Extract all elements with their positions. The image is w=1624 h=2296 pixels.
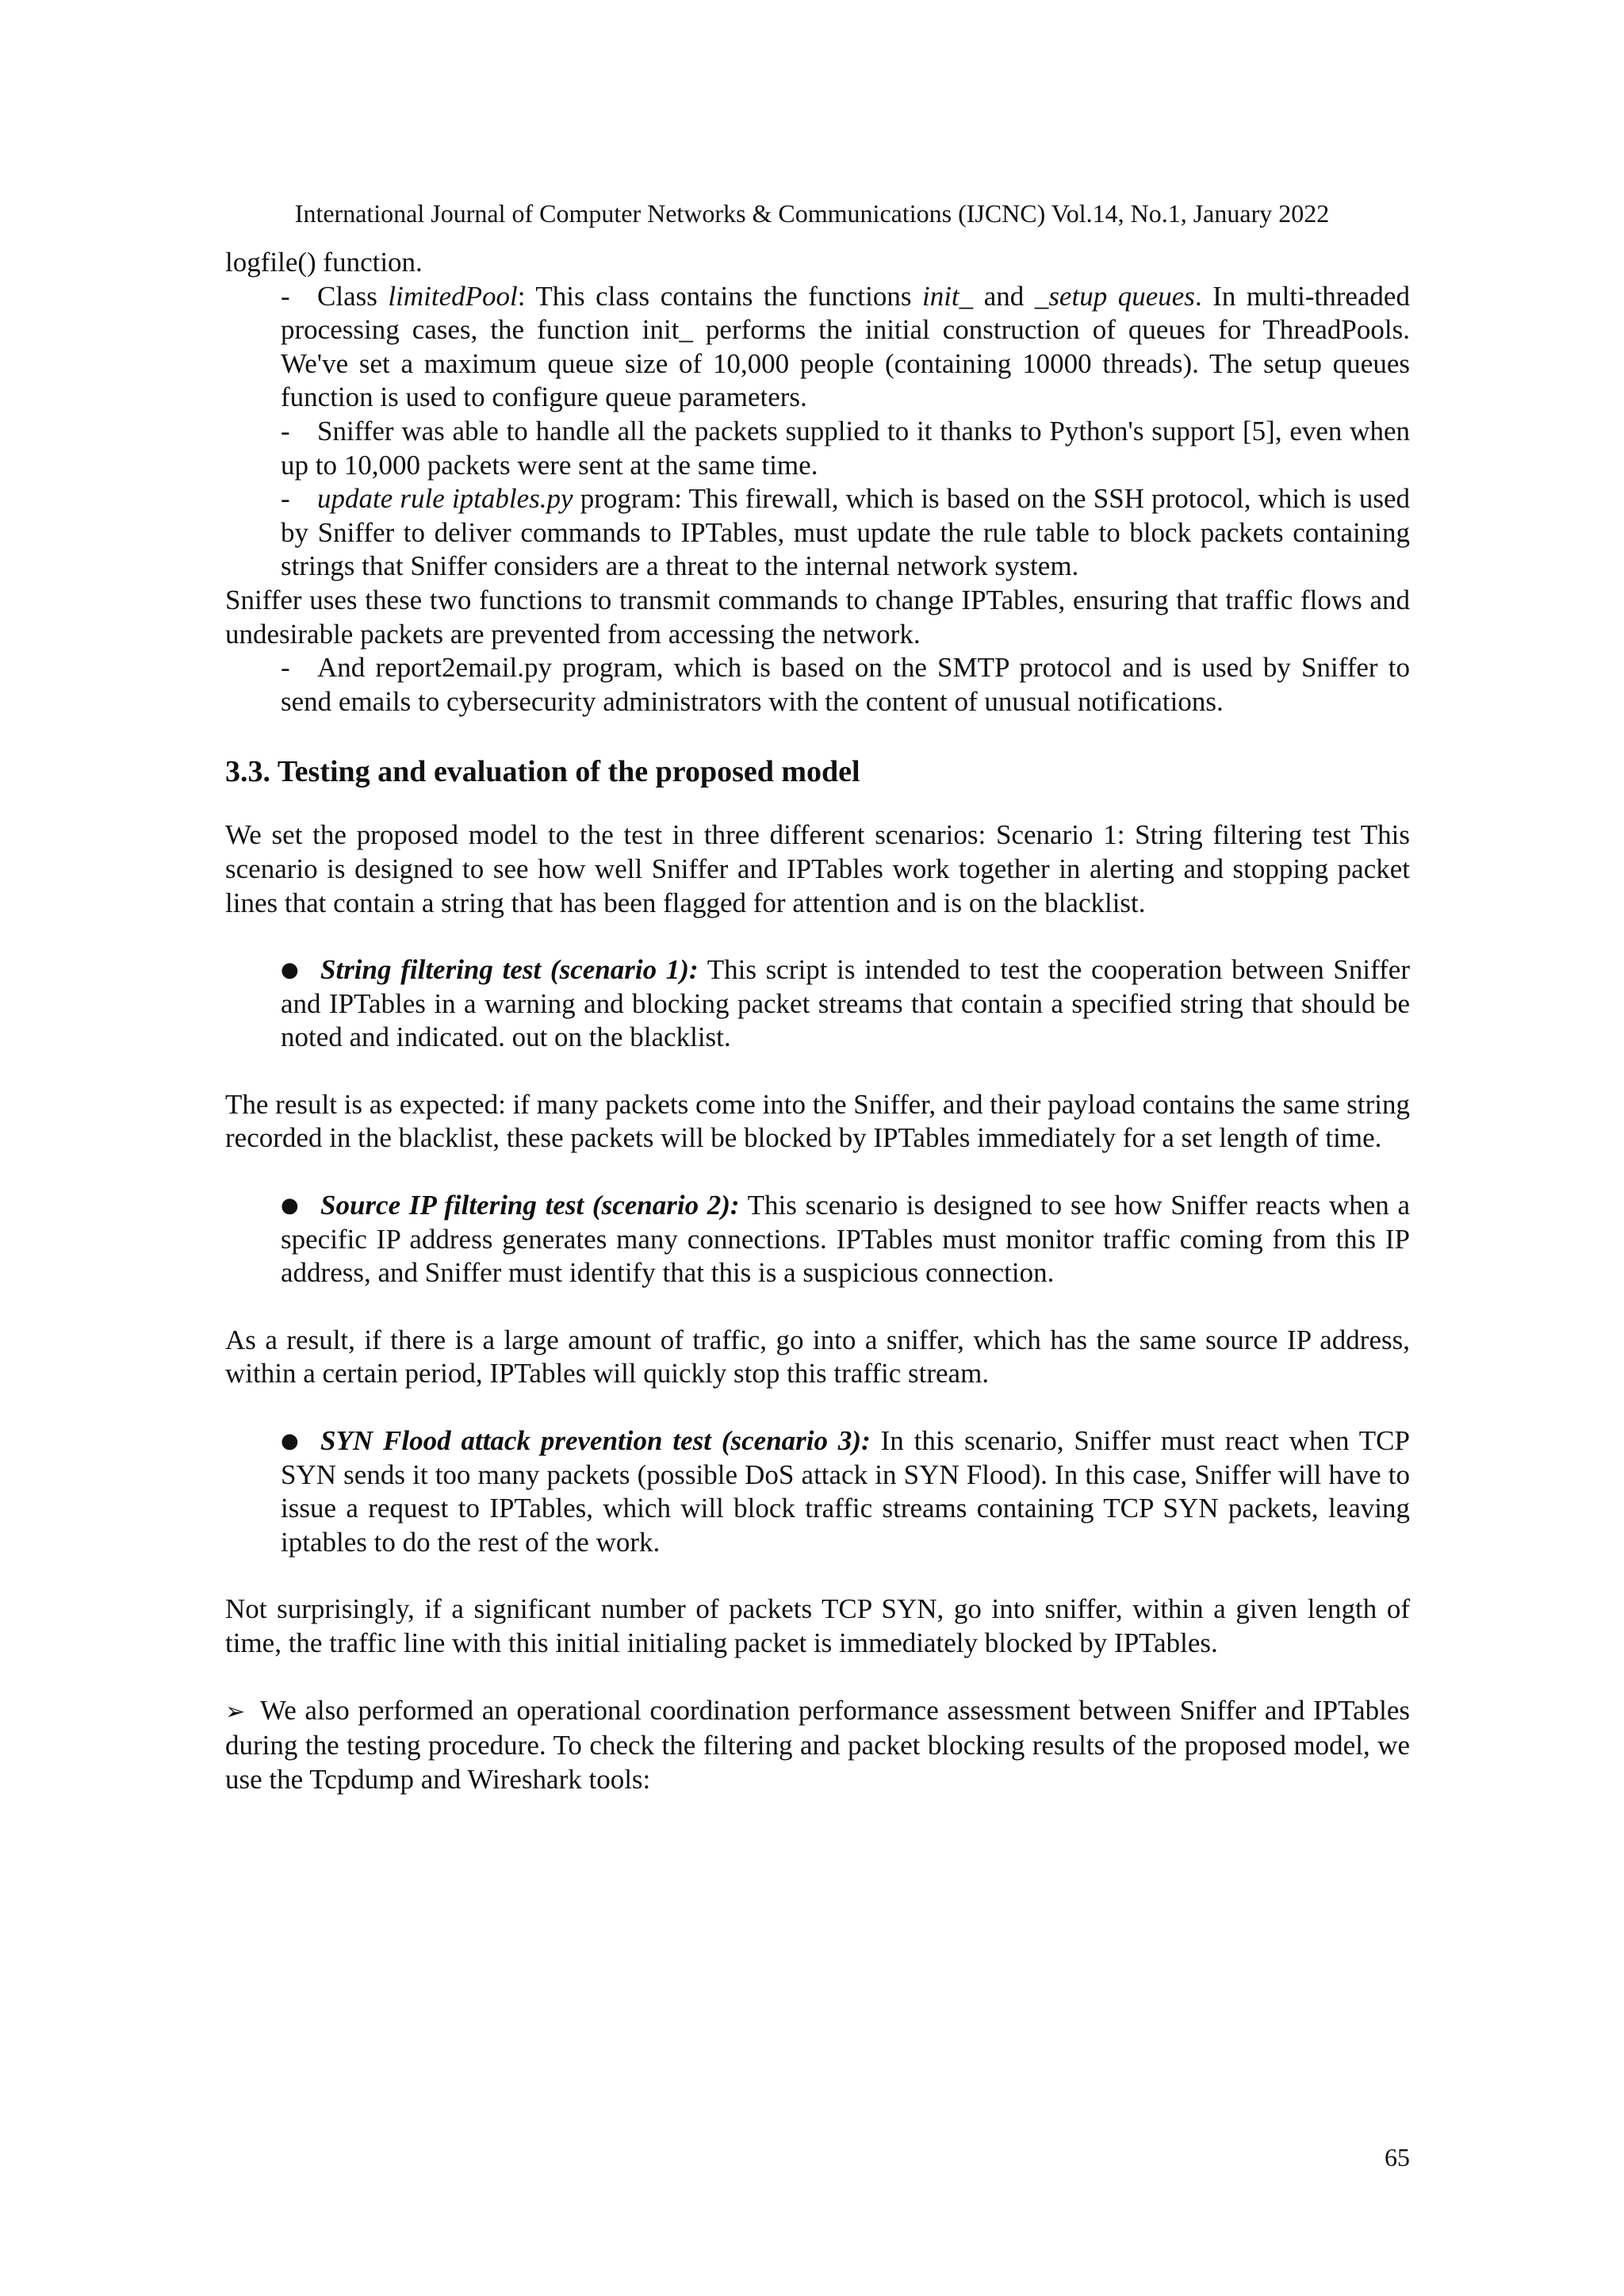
text-run: and <box>973 280 1035 312</box>
text-run: We also performed an operational coordination performance assessment between Sniffer and IPTables during the testing procedure. To check the filtering and packet blocking results of the proposed model, we use the Tcpdump and Wireshark tools: <box>225 1694 1410 1795</box>
paragraph-scenario-1-result: The result is as expected: if many packets come into the Sniffer, and their payload contains the same string recorded in the blacklist, these packets will be blocked by IPTables immediately for a set length of time. <box>225 1088 1410 1154</box>
bullet-title: Source IP filtering test (scenario 2): <box>320 1190 740 1221</box>
bullet-item-scenario-3 <box>225 1424 1410 1559</box>
text-run: . In multi-threaded processing cases, the function init_ performs the initial construction of queues for ThreadPools. We've set a maximum queue size of 10,000 people (containing 10000 threads). The setup queues function is used to configure queue parameters. <box>281 280 1410 413</box>
bullet-item-scenario-2 <box>225 1189 1410 1290</box>
bullet-icon: ● <box>281 1194 299 1218</box>
bullet-title: SYN Flood attack prevention test (scenario 3): <box>320 1425 871 1457</box>
section-heading: 3.3. Testing and evaluation of the proposed model <box>225 755 860 789</box>
bullet-icon: ● <box>281 958 299 983</box>
paragraph-logfile: logfile() function. <box>225 247 423 278</box>
list-item-report2email <box>225 651 1410 719</box>
list-item-limitedpool <box>225 280 1410 415</box>
text-run: Class <box>317 280 389 312</box>
function-name-init: init_ <box>921 280 974 312</box>
program-name-update-rule: update rule iptables.py <box>317 483 573 515</box>
text-run: Sniffer was able to handle all the packets supplied to it thanks to Python's support [5], even when up to 10,000 packets were sent at the same time. <box>281 415 1410 481</box>
arrow-bullet-icon: ➢ <box>225 1697 246 1726</box>
dash-marker: - <box>281 483 290 515</box>
page-number: 65 <box>1385 2143 1410 2171</box>
text-run: program: This firewall, which is based on the SSH protocol, which is used by Sniffer to deliver commands to IPTables, must update the rule table to block packets containing strings that Sniffer considers are a threat to the internal network system. <box>281 483 1410 582</box>
text-run: This scenario is designed to see how Sniffer reacts when a specific IP address generates many connections. IPTables must monitor traffic coming from this IP address, and Sniffer must identify that this is a suspicious connection. <box>281 1190 1410 1289</box>
bullet-icon: ● <box>281 1429 299 1454</box>
text-run: In this scenario, Sniffer must react when TCP SYN sends it too many packets (possible DoS attack in SYN Flood). In this case, Sniffer will have to issue a request to IPTables, which will block traffic streams containing TCP SYN packets, leaving iptables to do the rest of the work. <box>281 1425 1410 1558</box>
text-run: This script is intended to test the cooperation between Sniffer and IPTables in a warning and blocking packet streams that contain a specified string that should be noted and indicated. out on the blacklist. <box>281 954 1410 1053</box>
dash-marker: - <box>281 652 290 684</box>
list-item-update-rule <box>225 482 1410 584</box>
dash-marker: - <box>281 415 290 447</box>
paragraph-scenarios-intro: We set the proposed model to the test in three different scenarios: Scenario 1: String filtering test This scenario is designed to see how well Sniffer and IPTables work together in alerting and stopping packet lines that contain a string that has been flagged for attention and is on the blacklist. <box>225 819 1410 918</box>
list-item-sniffer-support <box>225 415 1410 482</box>
function-name-setup-queues: _setup queues <box>1034 280 1195 312</box>
bullet-item-scenario-1 <box>225 953 1410 1055</box>
text-run: : This class contains the functions <box>517 280 922 312</box>
paragraph-scenario-3-result: Not surprisingly, if a significant number of packets TCP SYN, go into sniffer, within a given length of time, the traffic line with this initial initialing packet is immediately blocked by IPTables. <box>225 1593 1410 1658</box>
class-name-limitedpool: limitedPool <box>388 280 518 312</box>
paragraph-sniffer-functions: Sniffer uses these two functions to transmit commands to change IPTables, ensuring that traffic flows and undesirable packets are prevented from accessing the network. <box>225 584 1410 650</box>
text-run: And report2email.py program, which is based on the SMTP protocol and is used by Sniffer to send emails to cybersecurity administrators with the content of unusual notifications. <box>281 652 1410 717</box>
dash-marker: - <box>281 280 290 312</box>
running-header: International Journal of Computer Networks & Communications (IJCNC) Vol.14, No.1, January 2022 <box>294 199 1330 228</box>
article-body <box>225 246 1410 1796</box>
bullet-title: String filtering test (scenario 1): <box>320 954 699 986</box>
arrow-item-assessment <box>225 1694 1410 1797</box>
paragraph-scenario-2-result: As a result, if there is a large amount of traffic, go into a sniffer, which has the same source IP address, within a certain period, IPTables will quickly stop this traffic stream. <box>225 1324 1410 1389</box>
